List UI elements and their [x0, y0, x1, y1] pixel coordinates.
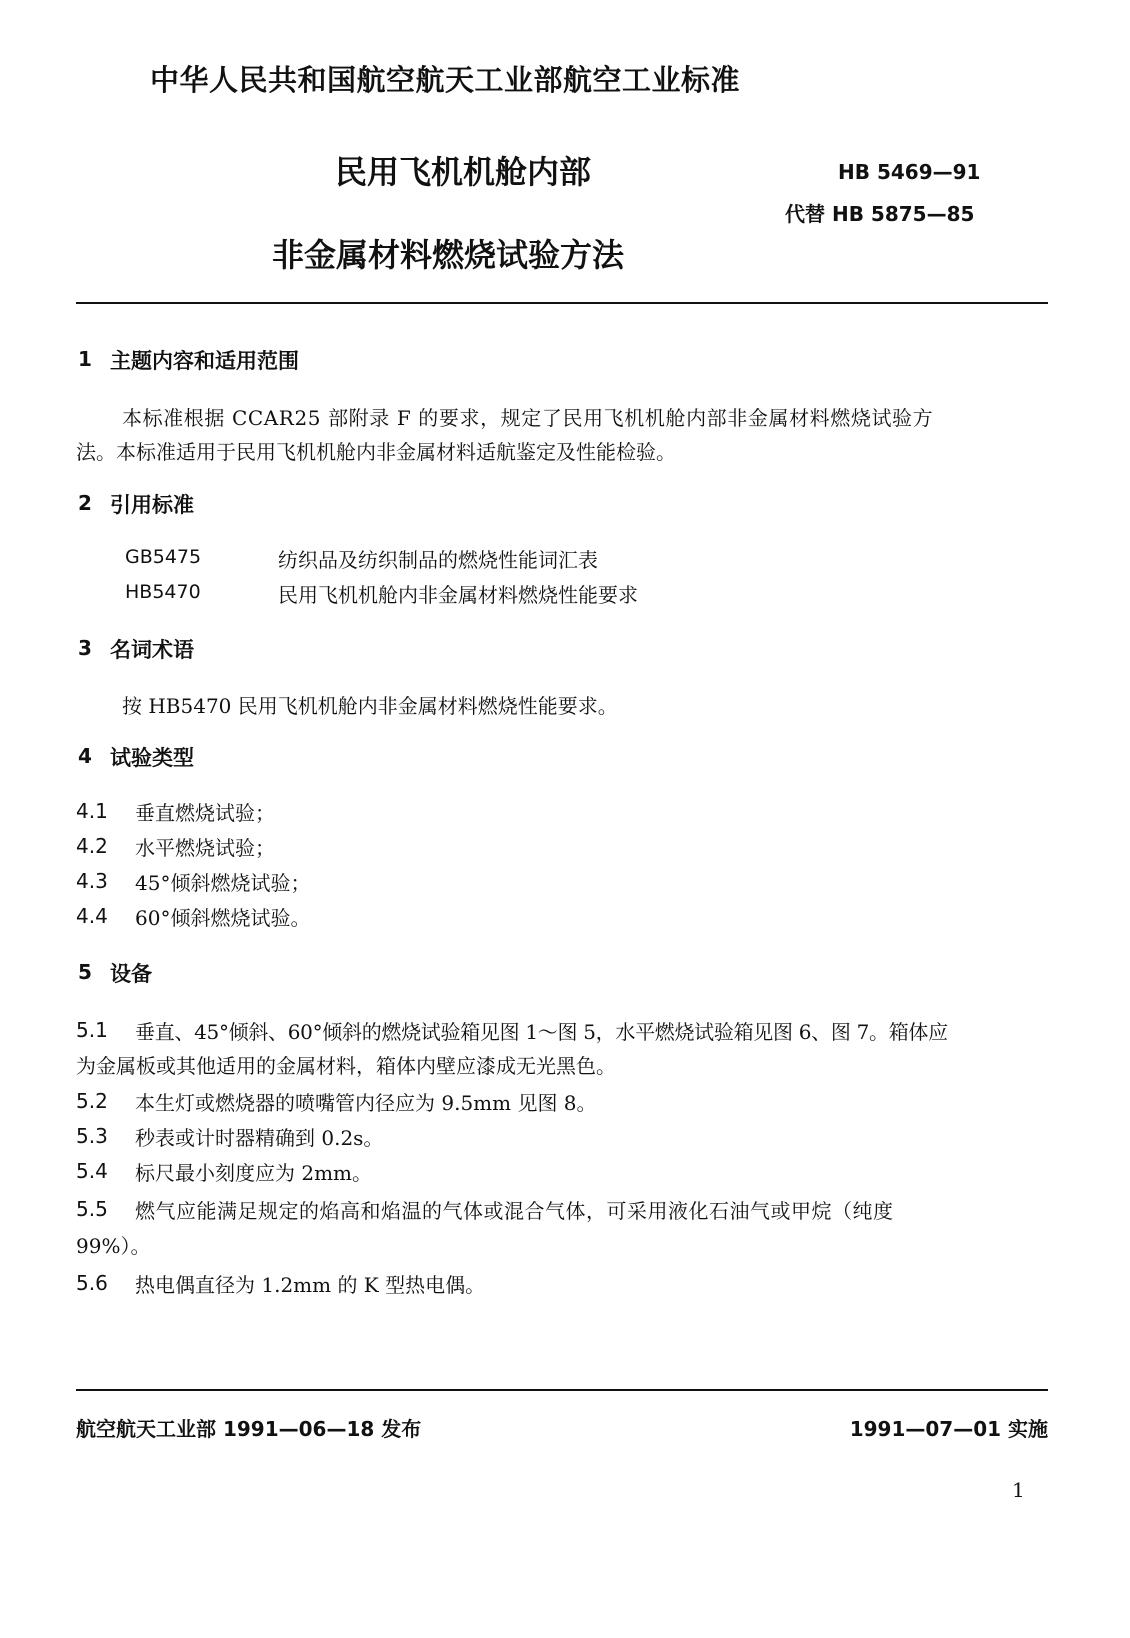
section-2-title: 引用标准 [110, 493, 194, 517]
issue-date: 航空航天工业部 1991—06—18 发布 [76, 1417, 422, 1441]
section-1-number: 1 [78, 347, 92, 371]
section-5-title: 设备 [110, 962, 152, 986]
clause-text: 燃气应能满足规定的焰高和焰温的气体或混合气体，可采用液化石油气或甲烷（纯度 [135, 1199, 894, 1223]
page-number: 1 [1012, 1478, 1025, 1502]
clause-number: 5.5 [76, 1197, 108, 1221]
header-divider [76, 302, 1048, 304]
reference-title: 纺织品及纺织制品的燃烧性能词汇表 [278, 548, 598, 572]
clause-number: 4.1 [76, 799, 108, 823]
clause-number: 4.4 [76, 904, 108, 928]
clause-text: 本生灯或燃烧器的喷嘴管内径应为 9.5mm 见图 8。 [135, 1091, 597, 1115]
document-title-line2: 非金属材料燃烧试验方法 [272, 236, 625, 274]
issuer-title: 中华人民共和国航空航天工业部航空工业标准 [150, 63, 741, 97]
clause-number: 5.1 [76, 1018, 108, 1042]
clause-number: 5.2 [76, 1089, 108, 1113]
clause-number: 5.3 [76, 1124, 108, 1148]
section-3-title: 名词术语 [110, 638, 194, 662]
clause-number: 5.4 [76, 1159, 108, 1183]
section-1-title: 主题内容和适用范围 [110, 349, 299, 373]
standard-number: HB 5469—91 [838, 160, 981, 184]
clause-text: 垂直、45°倾斜、60°倾斜的燃烧试验箱见图 1～图 5，水平燃烧试验箱见图 6、图 7。箱体应 [135, 1020, 948, 1044]
replaces-standard: 代替 HB 5875—85 [785, 202, 975, 226]
clause-text-continued: 为金属板或其他适用的金属材料，箱体内壁应漆成无光黑色。 [76, 1054, 616, 1078]
clause-text: 垂直燃烧试验； [135, 801, 275, 825]
section-2-number: 2 [78, 491, 92, 515]
reference-code: GB5475 [125, 546, 202, 568]
reference-code: HB5470 [125, 581, 201, 603]
section-4-title: 试验类型 [110, 746, 194, 770]
reference-title: 民用飞机机舱内非金属材料燃烧性能要求 [278, 583, 638, 607]
section-3-paragraph: 按 HB5470 民用飞机机舱内非金属材料燃烧性能要求。 [122, 694, 618, 718]
footer-divider [76, 1389, 1048, 1391]
clause-number: 4.2 [76, 834, 108, 858]
clause-text: 热电偶直径为 1.2mm 的 K 型热电偶。 [135, 1273, 486, 1297]
clause-text: 60°倾斜燃烧试验。 [135, 906, 311, 930]
section-1-paragraph-line1: 本标准根据 CCAR25 部附录 F 的要求，规定了民用飞机机舱内部非金属材料燃烧试验方 [122, 406, 934, 430]
document-title-line1: 民用飞机机舱内部 [335, 153, 592, 191]
clause-text: 45°倾斜燃烧试验； [135, 871, 311, 895]
clause-text: 水平燃烧试验； [135, 836, 275, 860]
clause-number: 4.3 [76, 869, 108, 893]
clause-text: 秒表或计时器精确到 0.2s。 [135, 1126, 384, 1150]
section-4-number: 4 [78, 744, 92, 768]
clause-number: 5.6 [76, 1271, 108, 1295]
section-5-number: 5 [78, 960, 92, 984]
effective-date: 1991—07—01 实施 [849, 1417, 1048, 1441]
section-1-paragraph-line2: 法。本标准适用于民用飞机机舱内非金属材料适航鉴定及性能检验。 [76, 440, 676, 464]
clause-text-continued: 99%）。 [76, 1234, 151, 1258]
section-3-number: 3 [78, 636, 92, 660]
clause-text: 标尺最小刻度应为 2mm。 [135, 1161, 373, 1185]
